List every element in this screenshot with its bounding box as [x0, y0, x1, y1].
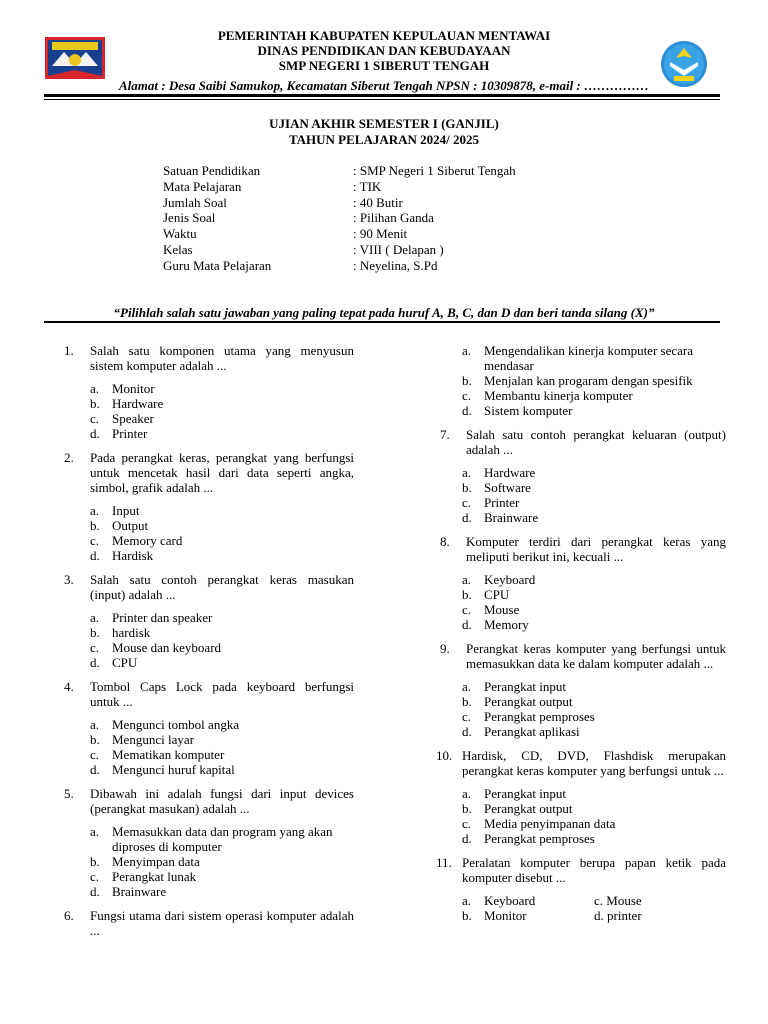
option[interactable]	[462, 694, 726, 709]
letterhead-rule-thin	[44, 99, 720, 100]
option-text: Mouse dan keyboard	[112, 640, 222, 655]
option-letter: c.	[462, 816, 472, 831]
option-text: Perangkat output	[484, 801, 573, 816]
option[interactable]	[90, 396, 354, 411]
option-text: Printer dan speaker	[112, 610, 213, 625]
option[interactable]	[90, 503, 354, 518]
option-letter: b.	[462, 480, 472, 495]
options-7	[462, 465, 726, 525]
option[interactable]	[594, 893, 726, 908]
options-6	[462, 343, 726, 418]
option-text: Hardisk	[112, 548, 154, 563]
info-value: : TIK	[353, 178, 382, 194]
question-number: 4.	[64, 679, 74, 694]
option[interactable]	[90, 869, 354, 884]
option[interactable]	[90, 640, 354, 655]
option-text: Input	[112, 503, 140, 518]
option-text: Keyboard	[484, 572, 536, 587]
option-text: Monitor	[484, 908, 527, 923]
option-text: Perangkat pemproses	[484, 709, 595, 724]
option[interactable]	[462, 388, 726, 403]
option-text: Hardware	[112, 396, 164, 411]
questions-right-column	[436, 343, 726, 932]
option[interactable]	[462, 403, 726, 418]
question-text: Fungsi utama dari sistem operasi komputer adalah ...	[90, 908, 354, 938]
info-label: Jenis Soal	[163, 210, 216, 226]
question-text: Tombol Caps Lock pada keyboard berfungsi untuk ...	[90, 679, 354, 709]
info-row	[163, 179, 516, 195]
info-label: Satuan Pendidikan	[163, 163, 261, 178]
option[interactable]	[462, 679, 726, 694]
option-letter: d.	[90, 884, 100, 899]
option-text: Mengunci layar	[112, 732, 194, 747]
option[interactable]	[462, 510, 726, 525]
options-11	[462, 893, 726, 923]
question-11	[436, 855, 726, 885]
question-4	[64, 679, 354, 709]
option-text: CPU	[484, 587, 510, 602]
option-letter: a.	[90, 717, 100, 732]
question-1	[64, 343, 354, 373]
question-number: 9.	[440, 641, 450, 656]
option-letter: b.	[462, 587, 472, 602]
option-row	[462, 893, 726, 908]
option[interactable]	[462, 495, 726, 510]
question-7	[440, 427, 726, 457]
options-1	[90, 381, 354, 441]
option-text: Memasukkan data dan program yang akan diproses di komputer	[112, 824, 333, 854]
option-text: Perangkat input	[484, 679, 566, 694]
option-text: Perangkat lunak	[112, 869, 197, 884]
option-text: Menyimpan data	[112, 854, 200, 869]
option[interactable]	[462, 709, 726, 724]
options-4	[90, 717, 354, 777]
option-text: Perangkat pemproses	[484, 831, 595, 846]
question-6	[64, 908, 354, 938]
info-row	[163, 258, 516, 274]
instruction-rule	[44, 321, 720, 323]
option-text: Software	[484, 480, 531, 495]
option[interactable]	[462, 724, 726, 739]
option[interactable]	[90, 610, 354, 625]
option[interactable]	[90, 381, 354, 396]
option[interactable]	[462, 617, 726, 632]
option[interactable]	[90, 717, 354, 732]
option-letter: b.	[90, 396, 100, 411]
letterhead-line-2: DINAS PENDIDIKAN DAN KEBUDAYAAN	[257, 43, 511, 58]
option[interactable]	[90, 732, 354, 747]
options-10	[462, 786, 726, 846]
option-text: Perangkat aplikasi	[484, 724, 580, 739]
option[interactable]	[462, 893, 594, 908]
option-letter: c.	[90, 747, 100, 762]
option-letter: d.	[462, 617, 472, 632]
question-text: Peralatan komputer berupa papan ketik pada komputer disebut ...	[462, 855, 726, 885]
option[interactable]	[462, 465, 726, 480]
questions-left-column	[64, 343, 354, 938]
option-text: Sistem komputer	[484, 403, 573, 418]
question-number: 2.	[64, 450, 74, 465]
option-text: Memory card	[112, 533, 183, 548]
option[interactable]	[90, 518, 354, 533]
option-letter: a.	[462, 572, 472, 587]
question-text: Salah satu contoh perangkat keras masukan (input) adalah ...	[90, 572, 354, 602]
question-text: Salah satu komponen utama yang menyusun sistem komputer adalah ...	[90, 343, 354, 373]
option-letter: a.	[90, 610, 100, 625]
option-text: Memory	[484, 617, 529, 632]
option[interactable]	[462, 587, 726, 602]
option-letter: a.	[90, 381, 100, 396]
question-3	[64, 572, 354, 602]
info-row	[163, 242, 516, 258]
info-label: Jumlah Soal	[163, 194, 227, 210]
option-text: Mematikan komputer	[112, 747, 225, 762]
option-letter: b.	[90, 732, 100, 747]
option[interactable]	[462, 816, 726, 831]
info-value: : VIII ( Delapan )	[353, 241, 444, 257]
option-text: Mengunci huruf kapital	[112, 762, 235, 777]
options-2	[90, 503, 354, 563]
option-letter: c.	[90, 411, 100, 426]
options-5	[90, 824, 354, 899]
option-letter: c.	[90, 640, 100, 655]
option-text: Keyboard	[484, 893, 536, 908]
option[interactable]	[462, 831, 726, 846]
option-letter: c.	[90, 869, 100, 884]
option-letter: d.	[462, 403, 472, 418]
question-number: 6.	[64, 908, 74, 923]
info-label: Mata Pelajaran	[163, 178, 242, 194]
option[interactable]	[90, 884, 354, 899]
option-letter: c.	[462, 709, 472, 724]
option-text: Output	[112, 518, 149, 533]
question-8	[440, 534, 726, 564]
option-letter: d.	[462, 724, 472, 739]
question-9	[440, 641, 726, 671]
info-value: : 40 Butir	[353, 194, 403, 210]
option-letter: d.	[90, 655, 100, 670]
option[interactable]	[90, 762, 354, 777]
option[interactable]	[462, 572, 726, 587]
options-3	[90, 610, 354, 670]
option-letter: a.	[90, 824, 100, 839]
option-text: Perangkat output	[484, 694, 573, 709]
info-label: Waktu	[163, 226, 197, 242]
question-text: Salah satu contoh perangkat keluaran (output) adalah ...	[466, 427, 726, 457]
option-letter: c.	[90, 533, 100, 548]
option-letter: b.	[462, 908, 472, 923]
option-letter: d.	[90, 426, 100, 441]
option-text: Mengunci tombol angka	[112, 717, 240, 732]
option[interactable]	[90, 548, 354, 563]
option-letter: b.	[90, 518, 100, 533]
option-text: Brainware	[112, 884, 167, 899]
option[interactable]	[462, 801, 726, 816]
info-row	[163, 195, 516, 211]
option-letter: b.	[462, 801, 472, 816]
info-row	[163, 226, 516, 242]
option-text: hardisk	[112, 625, 151, 640]
option-text: Perangkat input	[484, 786, 566, 801]
option[interactable]	[90, 655, 354, 670]
option-text: Speaker	[112, 411, 154, 426]
option-letter: c.	[462, 388, 472, 403]
option-text: c. Mouse	[594, 893, 642, 908]
info-value: : SMP Negeri 1 Siberut Tengah	[353, 163, 516, 178]
option-letter: d.	[462, 831, 472, 846]
option-text: Brainware	[484, 510, 539, 525]
exam-title-line-2: TAHUN PELAJARAN 2024/ 2025	[288, 132, 480, 147]
options-9	[462, 679, 726, 739]
instruction-text: “Pilihlah salah satu jawaban yang paling tepat pada huruf A, B, C, dan D dan beri tanda silang (X)”	[113, 305, 655, 320]
option-letter: b.	[90, 854, 100, 869]
option-text: Mouse	[484, 602, 520, 617]
option-letter: c.	[462, 602, 472, 617]
option[interactable]	[462, 908, 594, 923]
option-letter: b.	[90, 625, 100, 640]
info-value: : Neyelina, S.Pd	[353, 257, 438, 273]
option-text: Printer	[112, 426, 148, 441]
option[interactable]	[90, 854, 354, 869]
question-text: Hardisk, CD, DVD, Flashdisk merupakan perangkat keras komputer yang berfungsi untuk ...	[462, 748, 726, 778]
option-text: Hardware	[484, 465, 536, 480]
option-letter: d.	[90, 762, 100, 777]
option[interactable]	[462, 480, 726, 495]
option-letter: a.	[462, 465, 472, 480]
letterhead-line-1: PEMERINTAH KABUPATEN KEPULAUAN MENTAWAI	[217, 28, 551, 43]
option[interactable]	[462, 373, 726, 388]
option-letter: a.	[90, 503, 100, 518]
option[interactable]	[90, 625, 354, 640]
exam-title	[0, 116, 768, 148]
option-text: Mengendalikan kinerja komputer secara mendasar	[484, 343, 693, 373]
question-number: 5.	[64, 786, 74, 801]
option[interactable]	[462, 602, 726, 617]
option-letter: b.	[462, 373, 472, 388]
question-number: 8.	[440, 534, 450, 549]
option[interactable]	[90, 411, 354, 426]
option-row	[462, 908, 726, 923]
option-letter: c.	[462, 495, 472, 510]
option-text: Membantu kinerja komputer	[484, 388, 633, 403]
option[interactable]	[462, 343, 726, 373]
option-text: Media penyimpanan data	[484, 816, 616, 831]
question-5	[64, 786, 354, 816]
question-number: 10.	[436, 748, 453, 763]
question-10	[436, 748, 726, 778]
option-text: Printer	[484, 495, 520, 510]
info-value: : Pilihan Ganda	[353, 210, 434, 226]
question-text: Pada perangkat keras, perangkat yang berfungsi untuk mencetak hasil dari data seperti angka, simbol, grafik adalah ...	[90, 450, 354, 495]
option[interactable]	[90, 747, 354, 762]
option-text: Monitor	[112, 381, 155, 396]
option[interactable]	[462, 786, 726, 801]
school-address: Alamat : Desa Saibi Samukop, Kecamatan Siberut Tengah NPSN : 10309878, e-mail : ……………	[118, 78, 650, 93]
option[interactable]	[90, 533, 354, 548]
option[interactable]	[594, 908, 726, 923]
option-letter: a.	[462, 786, 472, 801]
option-text: d. printer	[594, 908, 642, 923]
question-number: 7.	[440, 427, 450, 442]
question-number: 3.	[64, 572, 74, 587]
option-letter: a.	[462, 679, 472, 694]
info-label: Guru Mata Pelajaran	[163, 257, 272, 273]
exam-title-line-1: UJIAN AKHIR SEMESTER I (GANJIL)	[269, 116, 499, 131]
info-value: : 90 Menit	[353, 226, 408, 242]
letterhead-rule-thick	[44, 94, 720, 97]
option-letter: a.	[462, 893, 472, 908]
question-text: Perangkat keras komputer yang berfungsi untuk memasukkan data ke dalam komputer adalah ...	[466, 641, 726, 671]
question-number: 1.	[64, 343, 74, 358]
info-row	[163, 163, 516, 179]
option-letter: a.	[462, 343, 472, 358]
option-letter: b.	[462, 694, 472, 709]
letterhead-line-3: SMP NEGERI 1 SIBERUT TENGAH	[278, 58, 490, 73]
question-2	[64, 450, 354, 495]
option-letter: d.	[90, 548, 100, 563]
option[interactable]	[90, 824, 354, 854]
option-text: CPU	[112, 655, 138, 670]
info-row	[163, 210, 516, 226]
option[interactable]	[90, 426, 354, 441]
letterhead	[0, 28, 768, 73]
option-letter: d.	[462, 510, 472, 525]
exam-info-table	[163, 163, 516, 274]
options-8	[462, 572, 726, 632]
info-label: Kelas	[163, 241, 193, 257]
question-text: Komputer terdiri dari perangkat keras yang meliputi berikut ini, kecuali ...	[466, 534, 726, 564]
question-text: Dibawah ini adalah fungsi dari input devices (perangkat masukan) adalah ...	[90, 786, 354, 816]
option-text: Menjalan kan progaram dengan spesifik	[484, 373, 693, 388]
question-number: 11.	[436, 855, 452, 870]
